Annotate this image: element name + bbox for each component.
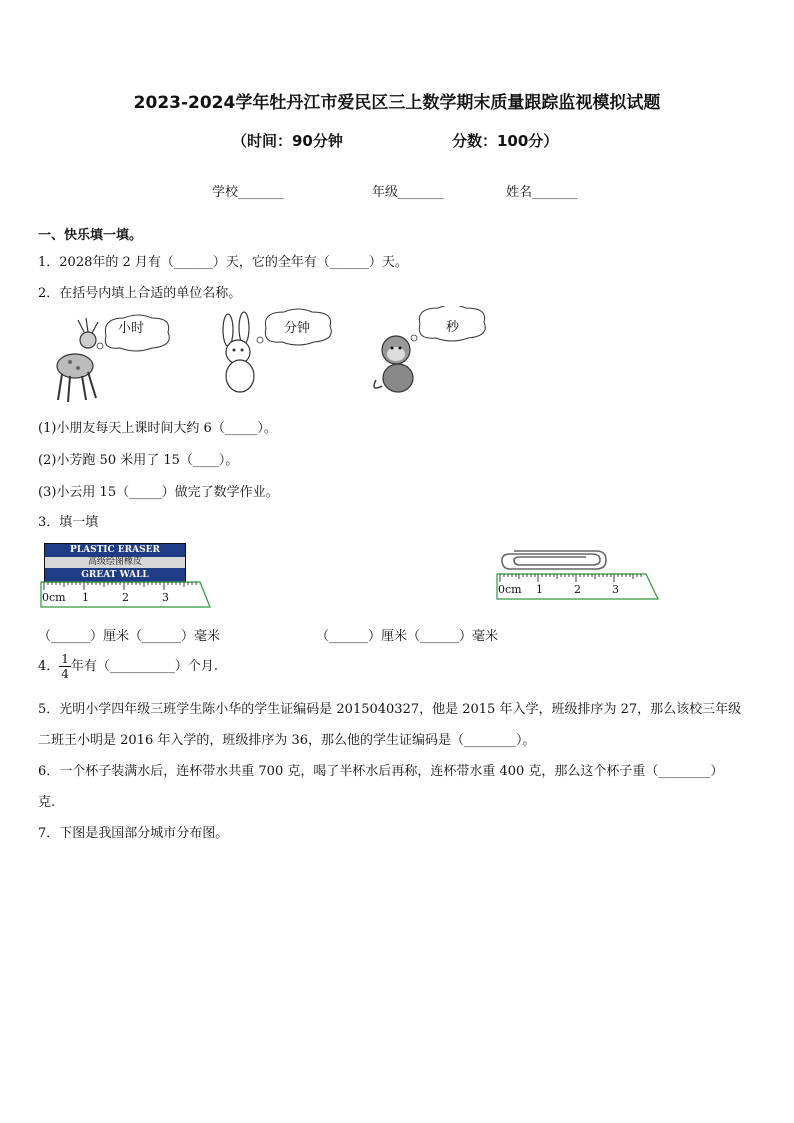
fraction-one-quarter <box>59 652 71 681</box>
rabbit-icon <box>210 308 340 398</box>
ruler-left <box>40 581 212 609</box>
bubble-second: 秒 <box>446 320 460 335</box>
question-2-item-3: (3)小云用 15（_____）做完了数学作业。 <box>38 485 279 500</box>
exam-time: （时间：90分钟 <box>232 132 343 150</box>
ruler-left-label-3: 3 <box>162 591 169 604</box>
eraser-label-2: 高级绘图橡皮 <box>45 557 185 568</box>
eraser-label-3: GREAT WALL <box>81 570 149 580</box>
ruler-right-label-1: 1 <box>536 583 543 596</box>
question-6-line-2: 克. <box>38 795 56 810</box>
ruler-right <box>496 573 660 601</box>
fraction-denominator: 4 <box>61 667 69 681</box>
ruler-left-label-2: 2 <box>122 591 129 604</box>
question-4 <box>38 652 218 681</box>
question-2-item-2: (2)小芳跑 50 米用了 15（____）。 <box>38 453 239 468</box>
ruler-right-label-2: 2 <box>574 583 581 596</box>
paperclip-image <box>500 549 610 571</box>
question-4-text: 年有（__________）个月. <box>70 659 219 674</box>
grade-field: 年级_______ <box>372 185 444 200</box>
question-7: 7．下图是我国部分城市分布图。 <box>38 826 229 841</box>
bubble-minute: 分钟 <box>284 321 311 336</box>
name-field: 姓名_______ <box>506 185 578 200</box>
paperclip-icon <box>500 549 610 571</box>
page-title: 2023-2024学年牡丹江市爱民区三上数学期末质量跟踪监视模拟试题 <box>133 93 661 113</box>
question-5-line-1: 5．光明小学四年级三班学生陈小华的学生证编码是 2015040327，他是 2015 年入学，班级排序为 27，那么该校三年级 <box>38 702 742 717</box>
deer-icon <box>40 310 180 405</box>
question-5-line-2: 二班王小明是 2016 年入学的，班级排序为 36，那么他的学生证编码是（________）。 <box>38 733 536 748</box>
question-2: 2．在括号内填上合适的单位名称。 <box>38 286 242 301</box>
bubble-hour: 小时 <box>118 321 145 336</box>
fraction-numerator: 1 <box>61 652 69 666</box>
monkey-icon <box>370 306 495 398</box>
ruler-left-label-1: 1 <box>82 591 89 604</box>
question-4-number: 4． <box>38 659 60 674</box>
ruler-right-label-0: 0cm <box>498 583 522 596</box>
question-1: 1．2028年的 2 月有（______）天，它的全年有（______）天。 <box>38 255 408 270</box>
school-field: 学校_______ <box>212 185 284 200</box>
exam-score: 分数：100分） <box>452 132 559 150</box>
question-2-item-1: (1)小朋友每天上课时间大约 6（_____）。 <box>38 421 277 436</box>
eraser-label-1: PLASTIC ERASER <box>70 545 160 555</box>
section-heading: 一、快乐填一填。 <box>38 228 143 243</box>
question-6-line-1: 6．一个杯子装满水后，连杯带水共重 700 克，喝了半杯水后再称，连杯带水重 400 克，那么这个杯子重（________） <box>38 764 724 779</box>
ruler-right-label-3: 3 <box>612 583 619 596</box>
ruler-left-label-0: 0cm <box>42 591 66 604</box>
question-3: 3．填一填 <box>38 515 99 530</box>
rabbit-illustration <box>210 308 340 398</box>
question-3-answer-left: （______）厘米（______）毫米 <box>38 629 221 644</box>
monkey-illustration <box>370 306 495 398</box>
question-3-answer-right: （______）厘米（______）毫米 <box>316 629 499 644</box>
deer-illustration <box>40 310 180 405</box>
eraser-image <box>44 543 186 583</box>
